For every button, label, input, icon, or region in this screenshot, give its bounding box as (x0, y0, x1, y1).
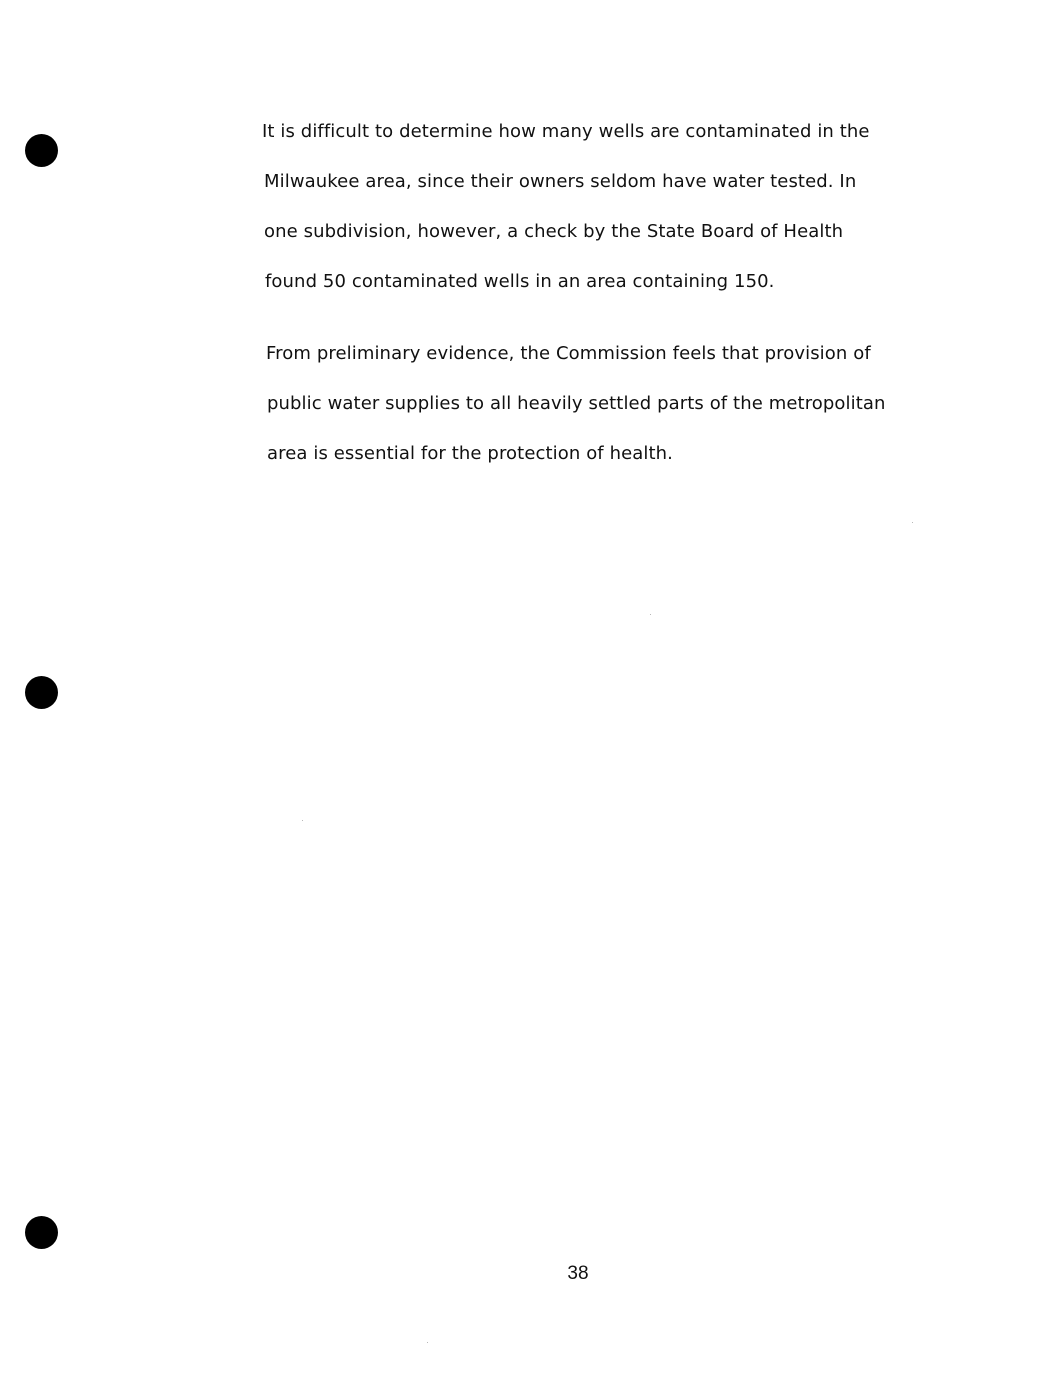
scan-speck (427, 1342, 428, 1343)
scan-speck (912, 522, 913, 523)
paragraph-line: public water supplies to all heavily settled parts of the metropolitan (267, 393, 886, 414)
scan-speck (302, 820, 303, 821)
punch-hole-middle (25, 676, 58, 709)
paragraph-line: It is difficult to determine how many wells are contaminated in the (262, 121, 870, 142)
paragraph-line: From preliminary evidence, the Commission feels that provision of (266, 343, 871, 364)
paragraph-line: Milwaukee area, since their owners seldom have water tested. In (264, 171, 857, 192)
paragraph-line: one subdivision, however, a check by the State Board of Health (264, 221, 844, 242)
paragraph-line: found 50 contaminated wells in an area containing 150. (265, 271, 775, 292)
scan-speck (650, 614, 651, 615)
punch-hole-top (25, 134, 58, 167)
punch-hole-bottom (25, 1216, 58, 1249)
paragraph-line: area is essential for the protection of health. (267, 443, 673, 464)
page-number: 38 (567, 1263, 589, 1284)
